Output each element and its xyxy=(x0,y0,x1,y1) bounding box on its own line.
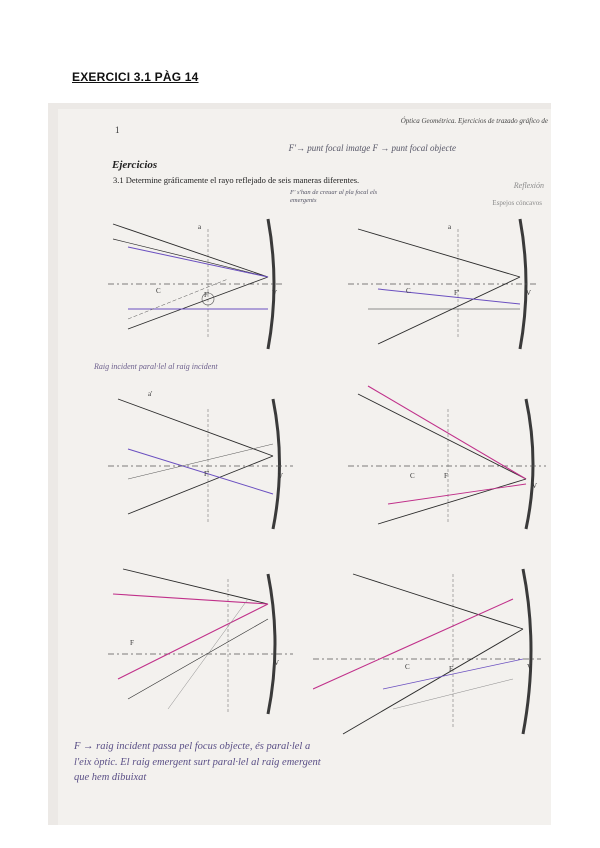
label-V-3: V xyxy=(278,472,284,480)
side-heading: Reflexión xyxy=(513,181,544,190)
label-V-4: V xyxy=(532,482,538,490)
label-F-prime: F' xyxy=(204,291,210,299)
label-F-4: F xyxy=(444,472,448,480)
handwritten-note-crossing: F' s'han de creuar al pla focal els emergents xyxy=(290,189,378,204)
label-a-prime-3: a' xyxy=(148,390,153,398)
ray-diagram-3 xyxy=(108,384,298,534)
label-V: V xyxy=(272,289,278,297)
label-C-2: C xyxy=(406,287,411,295)
side-subheading: Espejos cóncavos xyxy=(492,199,542,207)
label-V-5: V xyxy=(274,659,280,667)
handwritten-explanation: F → raig incident passa pel focus objecte, és paral·lel a l'eix òptic. El raig emergent surt paral·lel al raig emergent que hem dibuixat xyxy=(74,741,321,783)
page-number: 1 xyxy=(115,125,120,135)
photographed-page xyxy=(48,103,551,825)
label-a-2: a xyxy=(448,223,452,231)
ray-diagram-4 xyxy=(348,384,548,534)
ray-diagram-6 xyxy=(313,559,543,739)
label-F-5: F xyxy=(130,639,134,647)
running-head: Óptica Geométrica. Ejercicios de trazado gráfico de xyxy=(400,117,548,125)
handwritten-caption: Raig incident paral·lel al raig incident xyxy=(94,362,218,371)
page-surface xyxy=(58,109,551,825)
ray-diagram-1 xyxy=(108,209,288,359)
label-C-4: C xyxy=(410,472,415,480)
exercise-statement: 3.1 Determine gráficamente el rayo reflejado de seis maneras diferentes. xyxy=(113,175,360,185)
document-heading: EXERCICI 3.1 PÀG 14 xyxy=(72,70,199,84)
label-F-prime-3: F' xyxy=(204,470,210,478)
label-F-prime-2: F' xyxy=(454,289,460,297)
handwritten-focus-note: F'→ punt focal imatge F → punt focal objecte xyxy=(288,143,456,153)
label-a: a xyxy=(198,223,202,231)
label-F-6: F xyxy=(449,665,453,673)
section-title: Ejercicios xyxy=(112,159,158,171)
label-V-2: V xyxy=(526,289,532,297)
label-C: C xyxy=(156,287,161,295)
label-V-6: V xyxy=(527,663,533,671)
label-C-6: C xyxy=(405,663,410,671)
ray-diagram-5 xyxy=(108,559,298,719)
ray-diagram-2 xyxy=(348,209,538,359)
